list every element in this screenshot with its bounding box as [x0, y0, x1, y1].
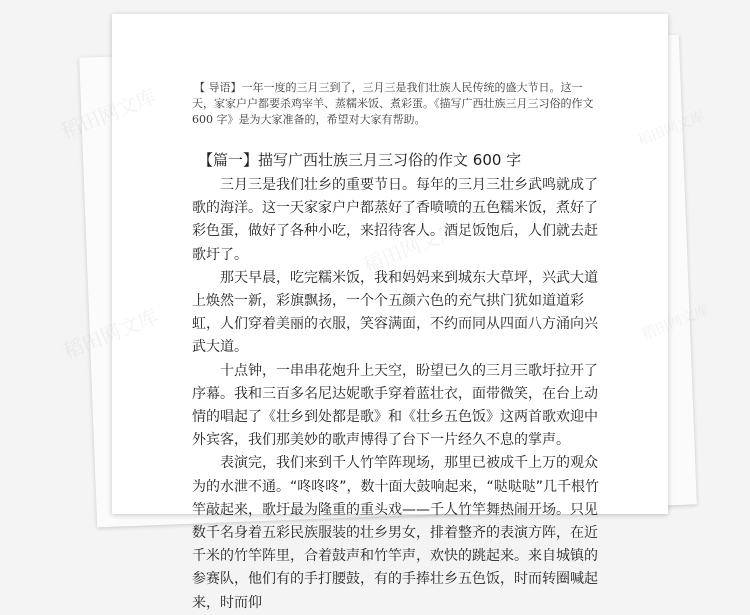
intro-text: 【 导语】一年一度的三月三到了，三月三是我们壮族人民传统的盛大节日。这一天，家家户户都要杀鸡宰羊、蒸糯米饭、煮彩蛋。《描写广西壮族三月三习俗的作文 600 字》是为大家准备的，希望对大家有帮助。 [192, 81, 594, 126]
watermark-text: 稻田网文库 [639, 302, 711, 344]
watermark-text: 稻田网文库 [359, 218, 462, 278]
paragraph: 三月三是我们壮乡的重要节日。每年的三月三壮乡武鸣就成了歌的海洋。这一天家家户户都蒸好了香喷喷的五色糯米饭，煮好了彩色蛋，做好了各种小吃，来招待客人。酒足饭饱后，人们就去赶歌圩了。 [192, 177, 598, 263]
section-title: 【篇一】描写广西壮族三月三习俗的作文 600 字 [198, 151, 522, 169]
paragraph: 那天早晨，吃完糯米饭，我和妈妈来到城东大草坪，兴武大道上焕然一新，彩旗飘扬，一个个五颜六色的充气拱门犹如道道彩虹，人们穿着美丽的衣服，笑容满面，不约而同从四面八方涌向兴武大道。 [192, 269, 598, 356]
paragraph: 十点钟，一串串花炮升上天空，盼望已久的三月三歌圩拉开了序幕。我和三百多名尼达妮歌手穿着蓝壮衣，面带微笑，在台上动情的唱起了《壮乡到处都是歌》和《壮乡五色饭》这两首歌欢迎中外宾客，我们那美妙的歌声博得了台下一片经久不息的掌声。 [192, 362, 598, 449]
paragraph: 表演完，我们来到千人竹竿阵现场，那里已被成千上万的观众为的水泄不通。“咚咚咚”，数十面大鼓响起来，“哒哒哒”几千根竹竿敲起来，歌圩最为隆重的重头戏——千人竹竿舞热闹开场。只见数千名身着五彩民族服装的壮乡男女，排着整齐的表演方阵，在近千米的竹竿阵里，合着鼓声和竹竿声，欢快的跳起来。来自城镇的参赛队，他们有的手打腰鼓，有的手捧壮乡五色饭，时而转圈喊起来，时而仰 [192, 455, 600, 611]
watermark-text: 稻田网文库 [59, 304, 162, 364]
watermark-text: 稻田网文库 [635, 108, 707, 150]
watermark-text: 稻田网文库 [57, 84, 160, 144]
